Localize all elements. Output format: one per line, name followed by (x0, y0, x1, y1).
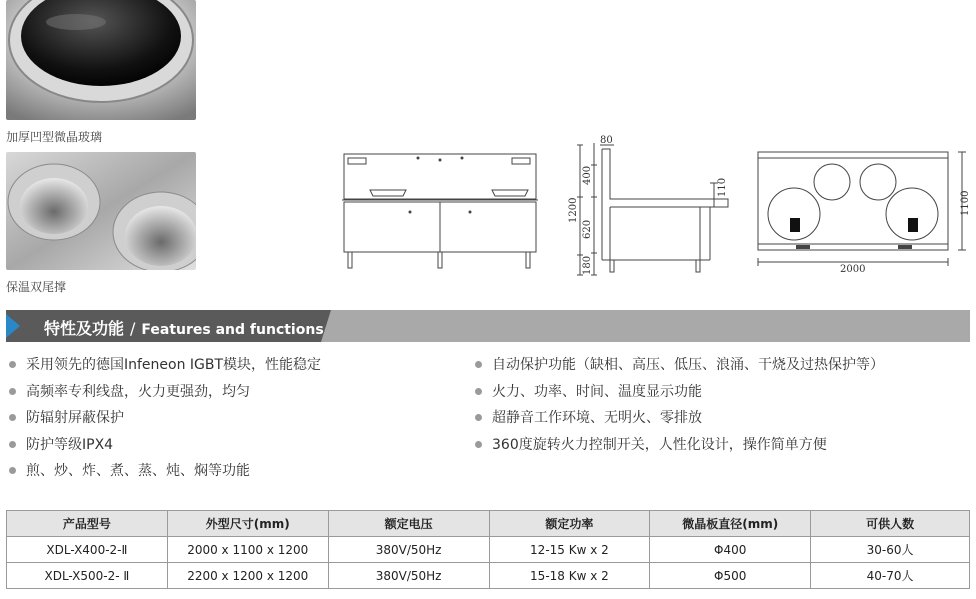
dim-1100: 1100 (960, 190, 971, 216)
section-title-cn: 特性及功能 (44, 319, 125, 338)
table-cell: 12-15 Kw x 2 (489, 537, 650, 563)
dim-2000: 2000 (840, 264, 866, 275)
header-model: 产品型号 (7, 511, 168, 537)
dim-400: 400 (582, 165, 593, 185)
features-left (6, 355, 321, 488)
header-dimensions: 外型尺寸(mm) (167, 511, 328, 537)
table-cell: 380V/50Hz (328, 537, 489, 563)
table-header-row (7, 511, 970, 537)
side-view-drawing (560, 135, 740, 284)
table-cell: 380V/50Hz (328, 563, 489, 589)
feature-item: 采用领先的德国Infeneon IGBT模块，性能稳定 (6, 355, 321, 382)
section-banner (6, 310, 970, 342)
table-cell: 40-70人 (811, 563, 970, 589)
feature-item: 高频率专利线盘，火力更强劲，均匀 (6, 382, 321, 409)
table-cell: XDL-X400-2-Ⅱ (7, 537, 168, 563)
feature-item: 防辐射屏蔽保护 (6, 408, 321, 435)
feature-item: 煎、炒、炸、煮、蒸、炖、焖等功能 (6, 461, 321, 488)
feature-item: 超静音工作环境、无明火、零排放 (472, 408, 884, 435)
table-cell: Φ500 (650, 563, 811, 589)
table-cell: Φ400 (650, 537, 811, 563)
front-view-drawing (340, 150, 540, 279)
section-title (44, 316, 324, 339)
table-cell: 15-18 Kw x 2 (489, 563, 650, 589)
table-cell: XDL-X500-2- Ⅱ (7, 563, 168, 589)
dim-180: 180 (582, 255, 593, 275)
header-capacity: 可供人数 (811, 511, 970, 537)
section-separator: / (130, 319, 136, 338)
header-power: 额定功率 (489, 511, 650, 537)
features-right (472, 355, 884, 461)
dim-80: 80 (600, 135, 613, 146)
photo-concave-glass (6, 0, 196, 120)
dim-110: 110 (717, 177, 728, 197)
dim-620: 620 (582, 219, 593, 239)
section-title-en: Features and functions (141, 322, 324, 338)
spec-table (6, 510, 970, 589)
feature-item: 火力、功率、时间、温度显示功能 (472, 382, 884, 409)
table-row (7, 563, 970, 589)
table-row (7, 537, 970, 563)
header-plate-diameter: 微晶板直径(mm) (650, 511, 811, 537)
header-voltage: 额定电压 (328, 511, 489, 537)
photo-twin-support (6, 152, 196, 270)
table-cell: 30-60人 (811, 537, 970, 563)
feature-item: 自动保护功能（缺相、高压、低压、浪涌、干烧及过热保护等） (472, 355, 884, 382)
dim-1200: 1200 (568, 197, 579, 223)
feature-item: 360度旋转火力控制开关，人性化设计，操作简单方便 (472, 435, 884, 462)
table-cell: 2200 x 1200 x 1200 (167, 563, 328, 589)
photo1-caption: 加厚凹型微晶玻璃 (6, 130, 103, 144)
top-view-drawing (752, 150, 972, 279)
feature-item: 防护等级IPX4 (6, 435, 321, 462)
photo2-caption: 保温双尾撑 (6, 280, 67, 294)
table-cell: 2000 x 1100 x 1200 (167, 537, 328, 563)
